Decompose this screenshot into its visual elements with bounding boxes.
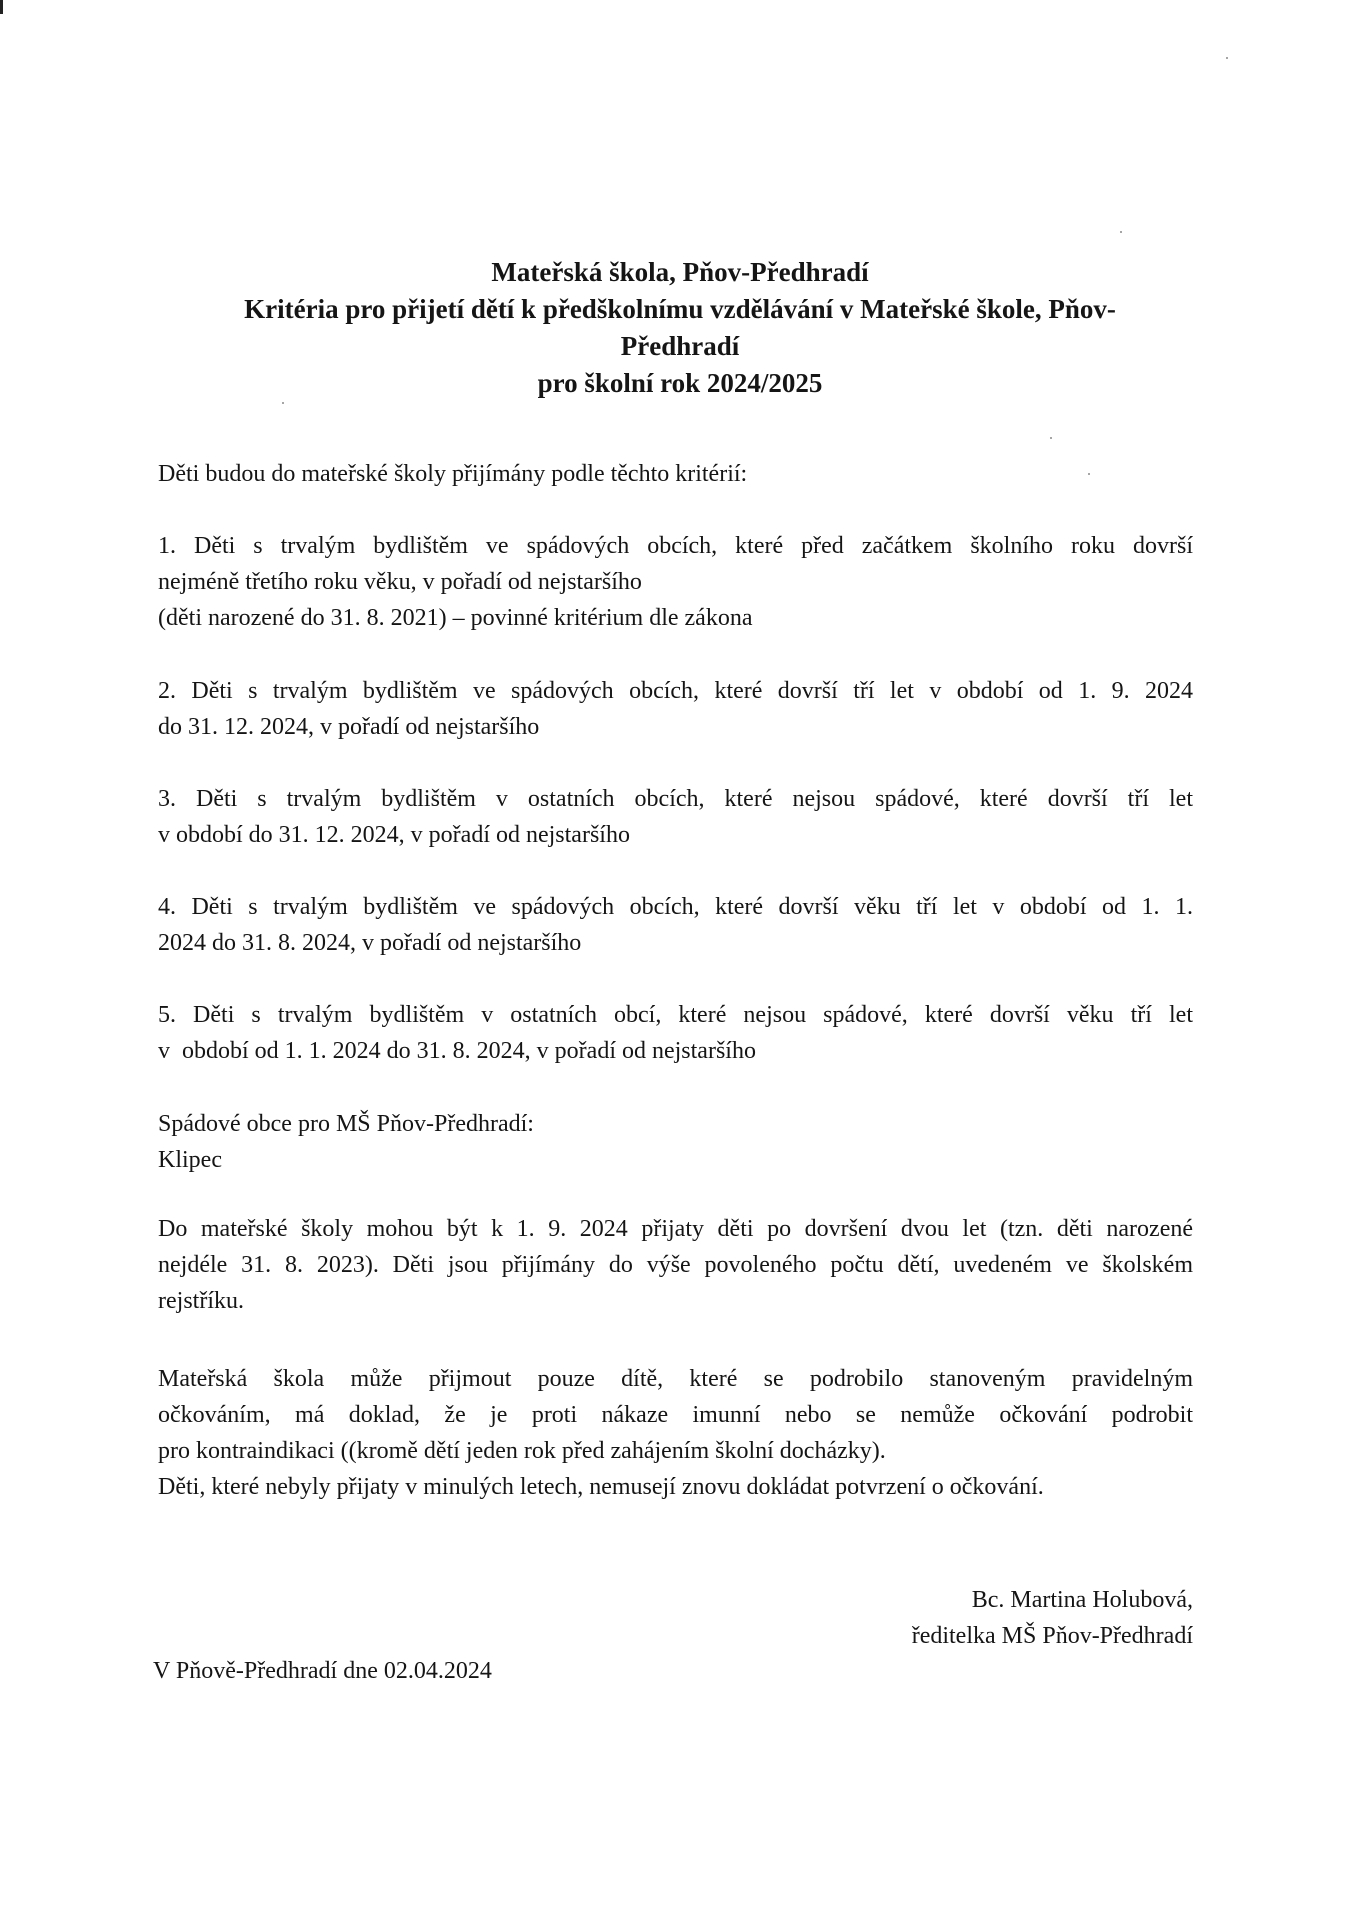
school-year: pro školní rok 2024/2025 [537, 368, 823, 398]
criterion-line: 3. Děti s trvalým bydlištěm v ostatních obcích, které nejsou spádové, které dovrší tří let [158, 786, 1193, 812]
criterion-line: v období od 1. 1. 2024 do 31. 8. 2024, v pořadí od nejstaršího [158, 1038, 756, 1064]
criterion-line: 5. Děti s trvalým bydlištěm v ostatních obcí, které nejsou spádové, které dovrší věku tří let [158, 1002, 1193, 1028]
vaccination-note [158, 1361, 1193, 1505]
criterion-line: (děti narozené do 31. 8. 2021) – povinné kritérium dle zákona [158, 605, 753, 631]
scan-edge-mark [0, 0, 3, 14]
criterion-line: 2. Děti s trvalým bydlištěm ve spádových obcích, které dovrší tří let v období od 1. 9. 2024 [158, 678, 1193, 704]
scan-speck [1120, 231, 1122, 233]
criterion-2 [158, 673, 1193, 745]
signatory-name: Bc. Martina Holubová, [971, 1587, 1193, 1613]
signature-block [800, 1582, 1193, 1654]
note-line: pro kontraindikaci ((kromě dětí jeden rok před zahájením školní docházky). [158, 1438, 886, 1464]
document-header [150, 254, 1210, 402]
intro-text: Děti budou do mateřské školy přijímány podle těchto kritérií: [158, 461, 748, 487]
signatory-role: ředitelka MŠ Pňov-Předhradí [911, 1623, 1193, 1649]
criterion-5 [158, 997, 1193, 1069]
criterion-4 [158, 889, 1193, 961]
criterion-line: 2024 do 31. 8. 2024, v pořadí od nejstaršího [158, 930, 582, 956]
criterion-3 [158, 781, 1193, 853]
catchment-label: Spádové obce pro MŠ Pňov-Předhradí: [158, 1111, 534, 1137]
criterion-line: do 31. 12. 2024, v pořadí od nejstaršího [158, 714, 540, 740]
scan-speck [1226, 57, 1228, 59]
scan-speck [282, 402, 284, 404]
note-line: Mateřská škola může přijmout pouze dítě, které se podrobilo stanoveným pravidelným [158, 1366, 1193, 1392]
place-and-date: V Pňově-Předhradí dne 02.04.2024 [153, 1658, 492, 1684]
note-line: očkováním, má doklad, že je proti nákaze imunní nebo se nemůže očkování podrobit [158, 1402, 1193, 1428]
note-line: Do mateřské školy mohou být k 1. 9. 2024 přijaty děti po dovršení dvou let (tzn. děti narozené [158, 1216, 1193, 1242]
criterion-line: nejméně třetího roku věku, v pořadí od nejstaršího [158, 569, 642, 595]
criterion-line: 4. Děti s trvalým bydlištěm ve spádových obcích, které dovrší věku tří let v období od 1. 1. [158, 894, 1193, 920]
catchment-section [158, 1106, 1193, 1178]
note-line: nejdéle 31. 8. 2023). Děti jsou přijímány do výše povoleného počtu dětí, uvedeném ve školském [158, 1252, 1193, 1278]
scan-speck [1050, 437, 1052, 439]
note-line: Děti, které nebyly přijaty v minulých letech, nemusejí znovu dokládat potvrzení o očkování. [158, 1474, 1044, 1500]
criterion-1 [158, 528, 1193, 636]
criterion-line: v období do 31. 12. 2024, v pořadí od nejstaršího [158, 822, 630, 848]
note-line: rejstříku. [158, 1288, 244, 1314]
catchment-village: Klipec [158, 1147, 222, 1173]
document-title-line-1: Kritéria pro přijetí dětí k předškolnímu vzdělávání v Mateřské škole, Pňov- [244, 294, 1116, 324]
criterion-line: 1. Děti s trvalým bydlištěm ve spádových obcích, které před začátkem školního roku dovrší [158, 533, 1193, 559]
document-title-line-2: Předhradí [620, 331, 740, 361]
admission-note [158, 1211, 1193, 1319]
school-name: Mateřská škola, Pňov-Předhradí [491, 257, 869, 287]
